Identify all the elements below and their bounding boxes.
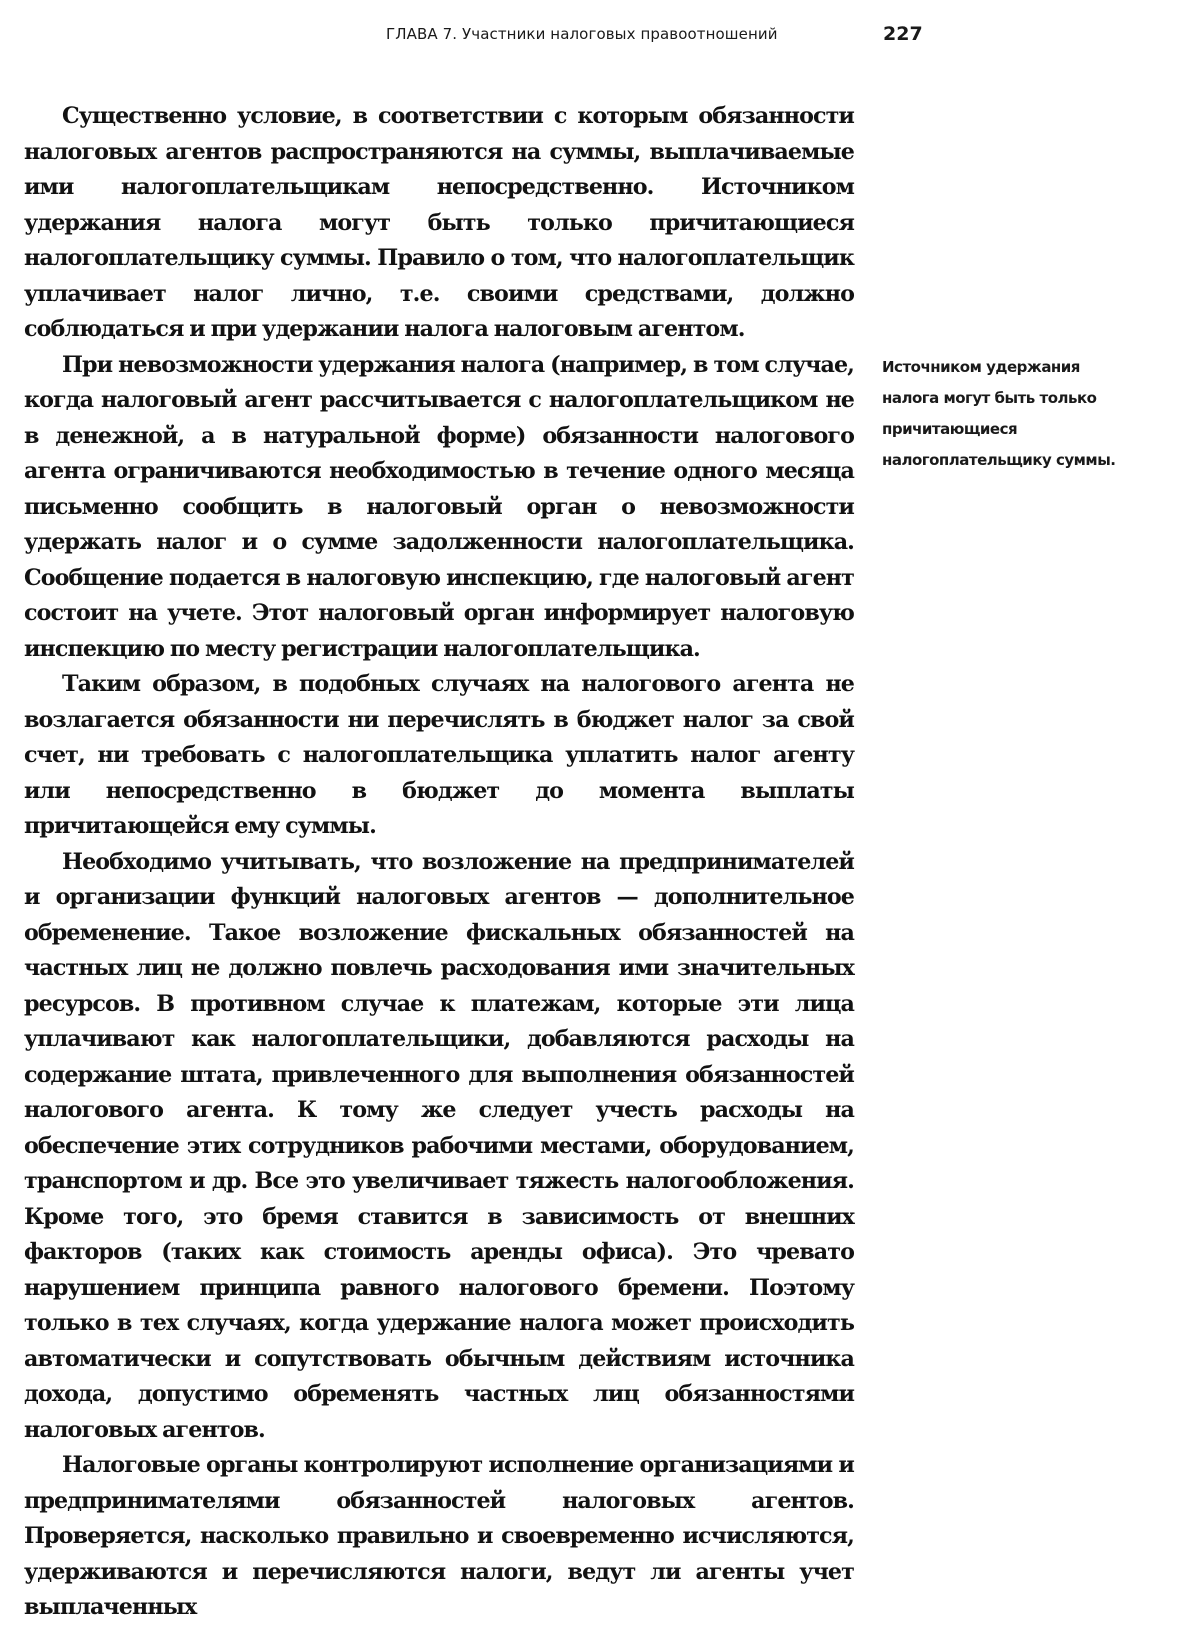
paragraph-2: При невозможности удержания налога (например, в том случае, когда налоговый агент рассчитывается с налогоплательщиком не в денежной, а в натуральной форме) обязанности налогового агента ограничиваются необходимостью в течение одного месяца письменно сообщить в налоговый орган о невозможности удержать налог и о сумме задолженности налогоплательщика. Сообщение подается в налоговую инспекцию, где налоговый агент состоит на учете. Этот налоговый орган информирует налоговую инспекцию по месту регистрации налогоплательщика. [24,351,854,662]
page-number: 227 [883,23,923,45]
paragraph-4: Необходимо учитывать, что возложение на предпринимателей и организации функций налоговых агентов — дополнительное обременение. Такое возложение фискальных обязанностей на частных лиц не должно повлечь расходования ими значительных ресурсов. В противном случае к платежам, которые эти лица уплачивают как налогоплательщики, добавляются расходы на содержание штата, привлеченного для выполнения обязанностей налогового агента. К тому же следует учесть расходы на обеспечение этих сотрудников рабочими местами, оборудованием, транспортом и др. Все это увеличивает тяжесть налогообложения. Кроме того, это бремя ставится в зависимость от внешних факторов (таких как стоимость аренды офиса). Это чревато нарушением принципа равного налогового бремени. Поэтому только в тех случаях, когда удержание налога может происходить автоматически и сопутствовать обычным действиям источника дохода, допустимо обременять частных лиц обязанностями налоговых агентов. [24,848,854,1443]
paragraph-1: Существенно условие, в соответствии с которым обязанности налоговых агентов распространяются на суммы, выплачиваемые ими налогоплательщикам непосредственно. Источником удержания налога могут быть только причитающиеся налогоплательщику суммы. Правило о том, что налогоплательщик уплачивает налог лично, т.е. своими средствами, должно соблюдаться и при удержании налога налоговым агентом. [24,103,854,342]
paragraph-3: Таким образом, в подобных случаях на налогового агента не возлагается обязанности ни перечислять в бюджет налог за свой счет, ни требовать с налогоплательщика уплатить налог агенту или непосредственно в бюджет до момента выплаты причитающейся ему суммы. [24,671,854,839]
margin-note: Источником удержания налога могут быть только причитающиеся налогоплательщику суммы. [882,358,1116,469]
running-header [386,18,926,50]
paragraph-5: Налоговые органы контролируют исполнение организациями и предпринимателями обязанностей налоговых агентов. Проверяется, насколько правильно и своевременно исчисляются, удерживаются и перечисляются налоги, ведут ли агенты учет выплаченных [24,1452,854,1620]
main-text-column [24,99,854,1626]
chapter-title: ГЛАВА 7. Участники налоговых правоотношений [386,25,778,43]
